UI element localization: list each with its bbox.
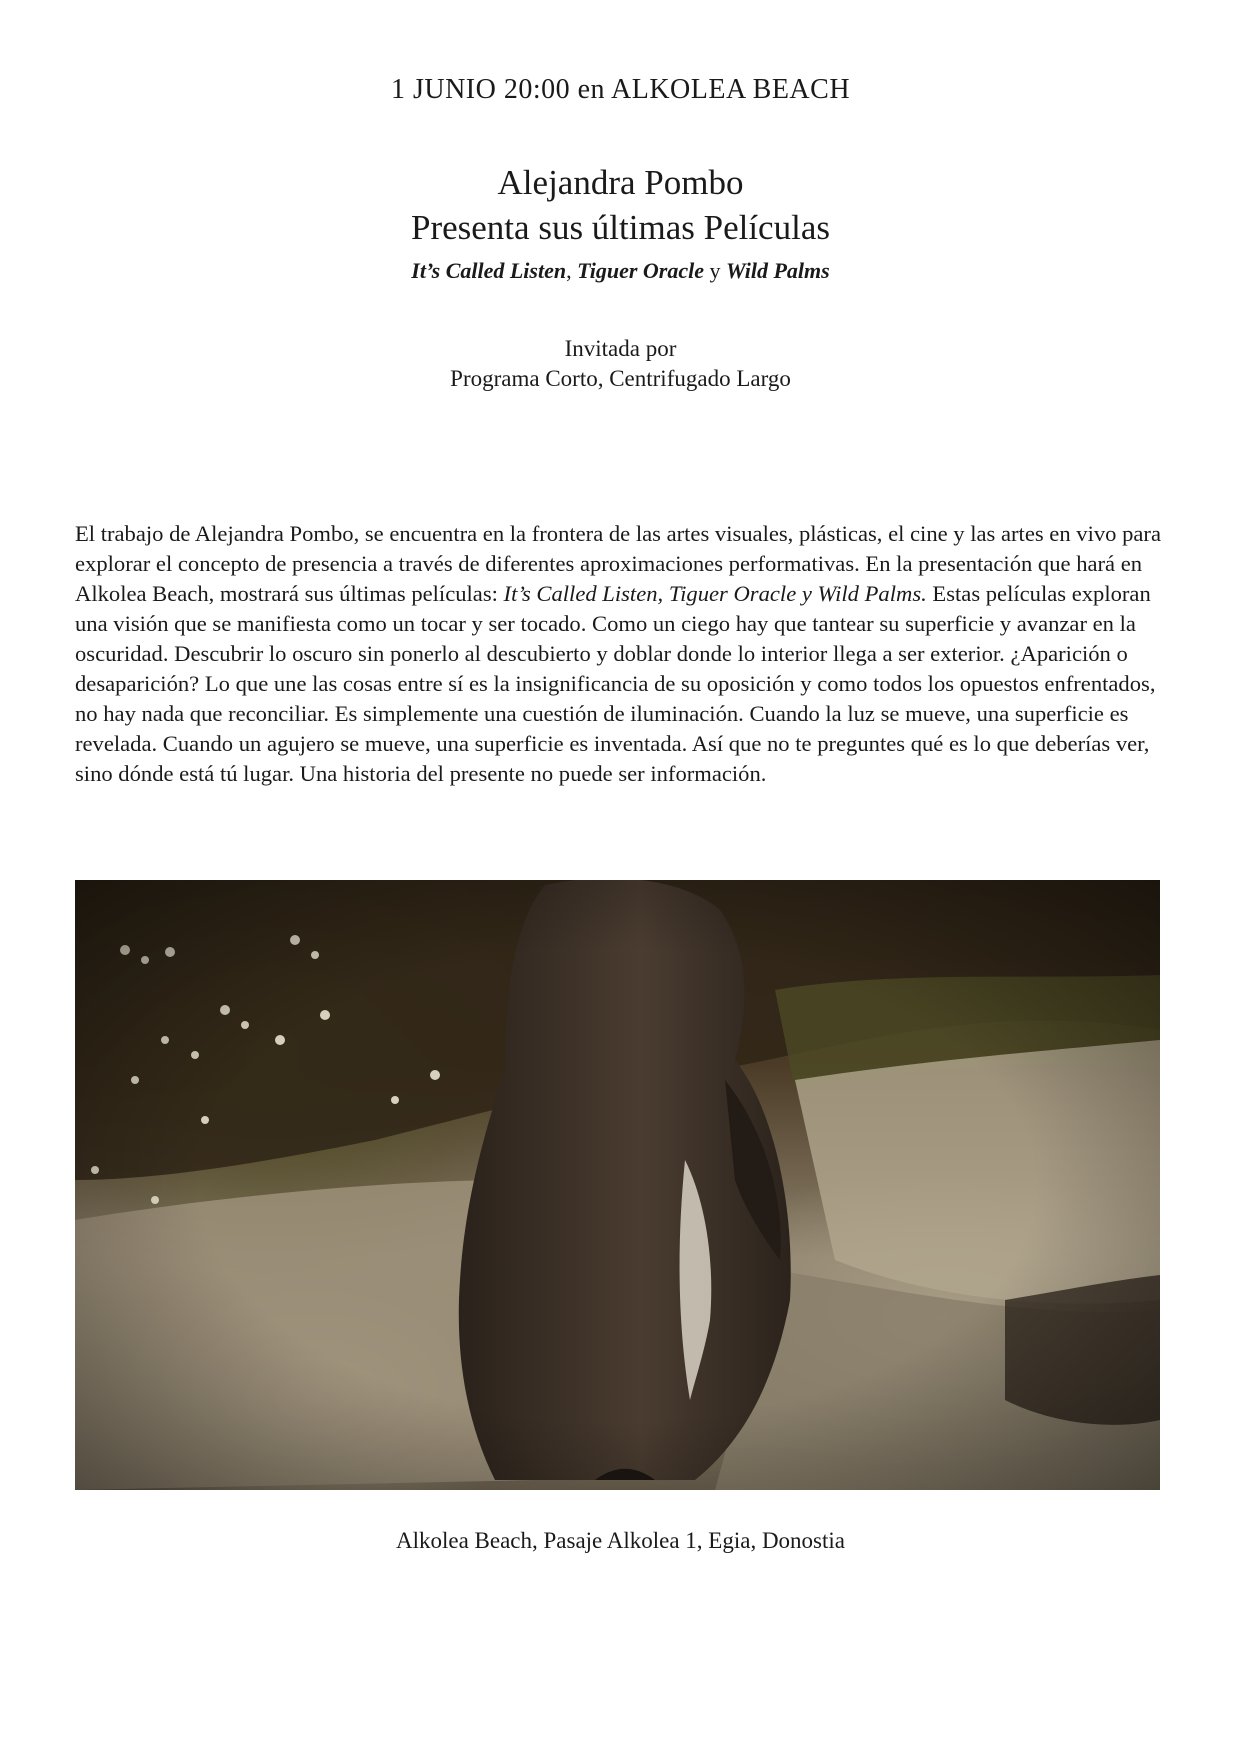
host-program: Programa Corto, Centrifugado Largo <box>450 366 791 391</box>
films-list <box>0 258 1241 284</box>
film-title: Wild Palms <box>726 258 830 283</box>
event-date-line: 1 JUNIO 20:00 en ALKOLEA BEACH <box>390 74 851 105</box>
description-text: Estas películas exploran una visión que se manifiesta como un tocar y ser tocado. Como un ciego hay que tantear su superficie y avanzar en la oscuridad. Descubrir lo oscuro sin ponerlo al descubierto y doblar donde lo interior llega a ser exterior. ¿Aparición o desaparición? Lo que une las cosas entre sí es la insignificancia de su oposición y como todos los opuestos enfrentados, no hay nada que reconciliar. Es simplemente una cuestión de iluminación. Cuando la luz se mueve, una superficie es revelada. Cuando un agujero se mueve, una superficie es inventada. Así que no te preguntes qué es lo que deberías ver, sino dónde está tú lugar. Una historia del presente no puede ser información. <box>75 580 1156 786</box>
event-title <box>0 160 1241 250</box>
invited-by-label: Invitada por <box>564 336 677 361</box>
films-separator: , <box>566 258 578 283</box>
description-text: El trabajo de Alejandra Pombo, se encuentra en la frontera de las artes visuales, plásticas, el cine y las artes en vivo para explorar el concepto de presencia a través de diferentes aproximaciones performativas. En la presentación que hará en Alkolea Beach, mostrará sus últimas películas: <box>75 520 1161 606</box>
event-subtitle: Presenta sus últimas Películas <box>411 208 830 247</box>
venue-address: Alkolea Beach, Pasaje Alkolea 1, Egia, Donostia <box>395 1528 846 1553</box>
artist-name: Alejandra Pombo <box>497 163 744 202</box>
films-conjunction: y <box>704 258 726 283</box>
film-title: Tiguer Oracle <box>577 258 704 283</box>
description-films: It’s Called Listen, Tiguer Oracle y Wild Palms. <box>503 580 927 606</box>
description-paragraph <box>75 519 1167 789</box>
penguin-photo-illustration <box>75 880 1160 1490</box>
invitation-block <box>0 334 1241 394</box>
penguin-photo <box>75 880 1160 1490</box>
film-title: It’s Called Listen <box>411 258 567 283</box>
